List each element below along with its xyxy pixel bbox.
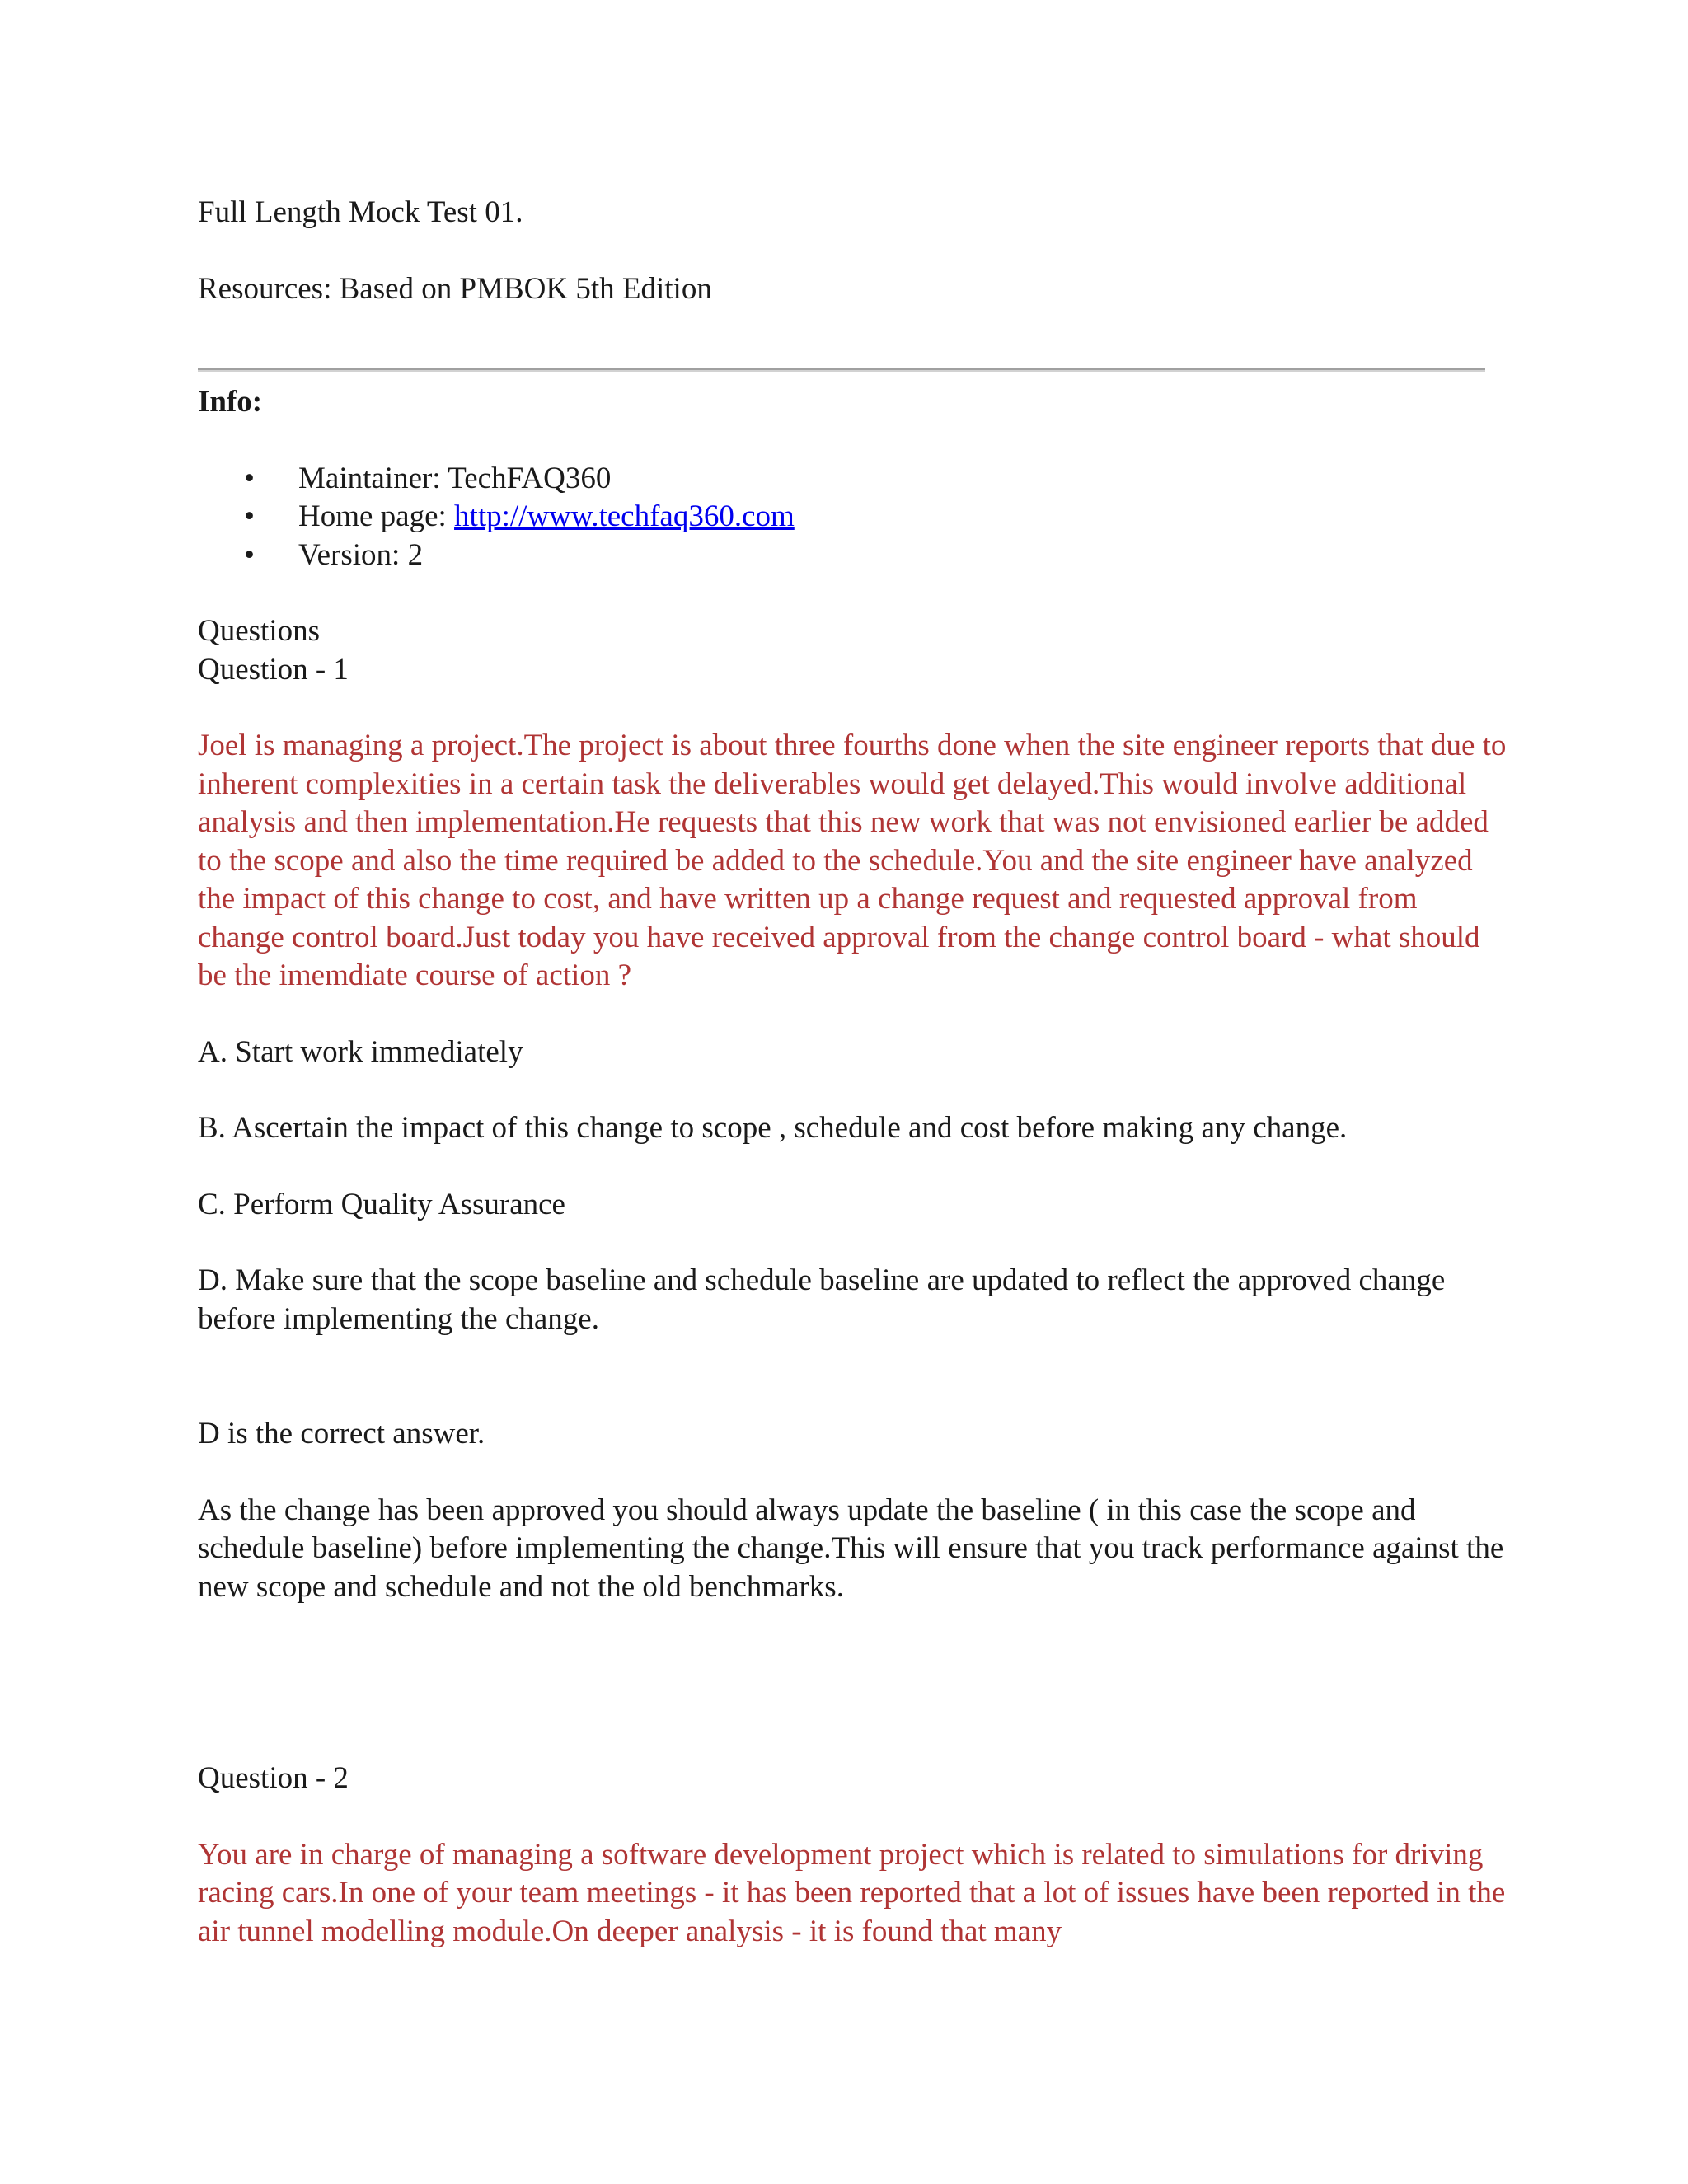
questions-heading: Questions bbox=[198, 614, 320, 648]
question-1-answer: D is the correct answer. bbox=[198, 1417, 485, 1451]
question-1-explanation: As the change has been approved you should always update the baseline ( in this case the scope and schedule baseline) before implementing the change.This will ensure that you track performance against the new scope and schedule and not the old benchmarks. bbox=[198, 1493, 1504, 1604]
info-list bbox=[198, 460, 1508, 575]
info-item-value: TechFAQ360 bbox=[448, 461, 612, 495]
question-2-text: You are in charge of managing a software development project which is related to simulations for driving racing cars.In one of your team meetings - it has been reported that a lot of issues have been reported in the air tunnel modelling module.On deeper analysis - it is found that many bbox=[198, 1837, 1506, 1948]
horizontal-rule bbox=[198, 368, 1485, 372]
question-2-label: Question - 2 bbox=[198, 1761, 349, 1795]
question-1-option-b: B. Ascertain the impact of this change to scope , schedule and cost before making any change. bbox=[198, 1111, 1348, 1145]
bullet-icon: • bbox=[244, 537, 255, 572]
homepage-link[interactable]: http://www.techfaq360.com bbox=[454, 499, 795, 533]
question-1-label: Question - 1 bbox=[198, 652, 349, 687]
resources-line: Resources: Based on PMBOK 5th Edition bbox=[198, 271, 712, 306]
info-item-version bbox=[198, 537, 1508, 575]
question-1-option-c: C. Perform Quality Assurance bbox=[198, 1187, 565, 1221]
question-1-text: Joel is managing a project.The project is about three fourths done when the site engineer reports that due to inherent complexities in a certain task the deliverables would get delayed.This would involve additional analysis and then implementation.He requests that this new work that was not envisioned earlier be added to the scope and also the time required be added to the schedule.You and the site engineer have analyzed the impact of this change to cost, and have written up a change request and requested approval from change control board.Just today you have received approval from the change control board - what should be the imemdiate course of action ? bbox=[198, 729, 1507, 992]
document-page bbox=[198, 194, 1508, 1951]
bullet-icon: • bbox=[244, 499, 255, 533]
bullet-icon: • bbox=[244, 461, 255, 495]
question-1-option-d: D. Make sure that the scope baseline and schedule baseline are updated to reflect the approved change before implementing the change. bbox=[198, 1263, 1446, 1336]
info-item-label: Home page: bbox=[298, 499, 455, 533]
info-item-label: Maintainer: bbox=[298, 461, 448, 495]
question-1-option-a: A. Start work immediately bbox=[198, 1034, 523, 1069]
info-item-maintainer bbox=[198, 460, 1508, 499]
info-item-value: 2 bbox=[407, 537, 424, 572]
info-heading: Info: bbox=[198, 385, 263, 419]
info-item-homepage bbox=[198, 498, 1508, 537]
info-item-label: Version: bbox=[298, 537, 408, 572]
document-title: Full Length Mock Test 01. bbox=[198, 195, 523, 229]
